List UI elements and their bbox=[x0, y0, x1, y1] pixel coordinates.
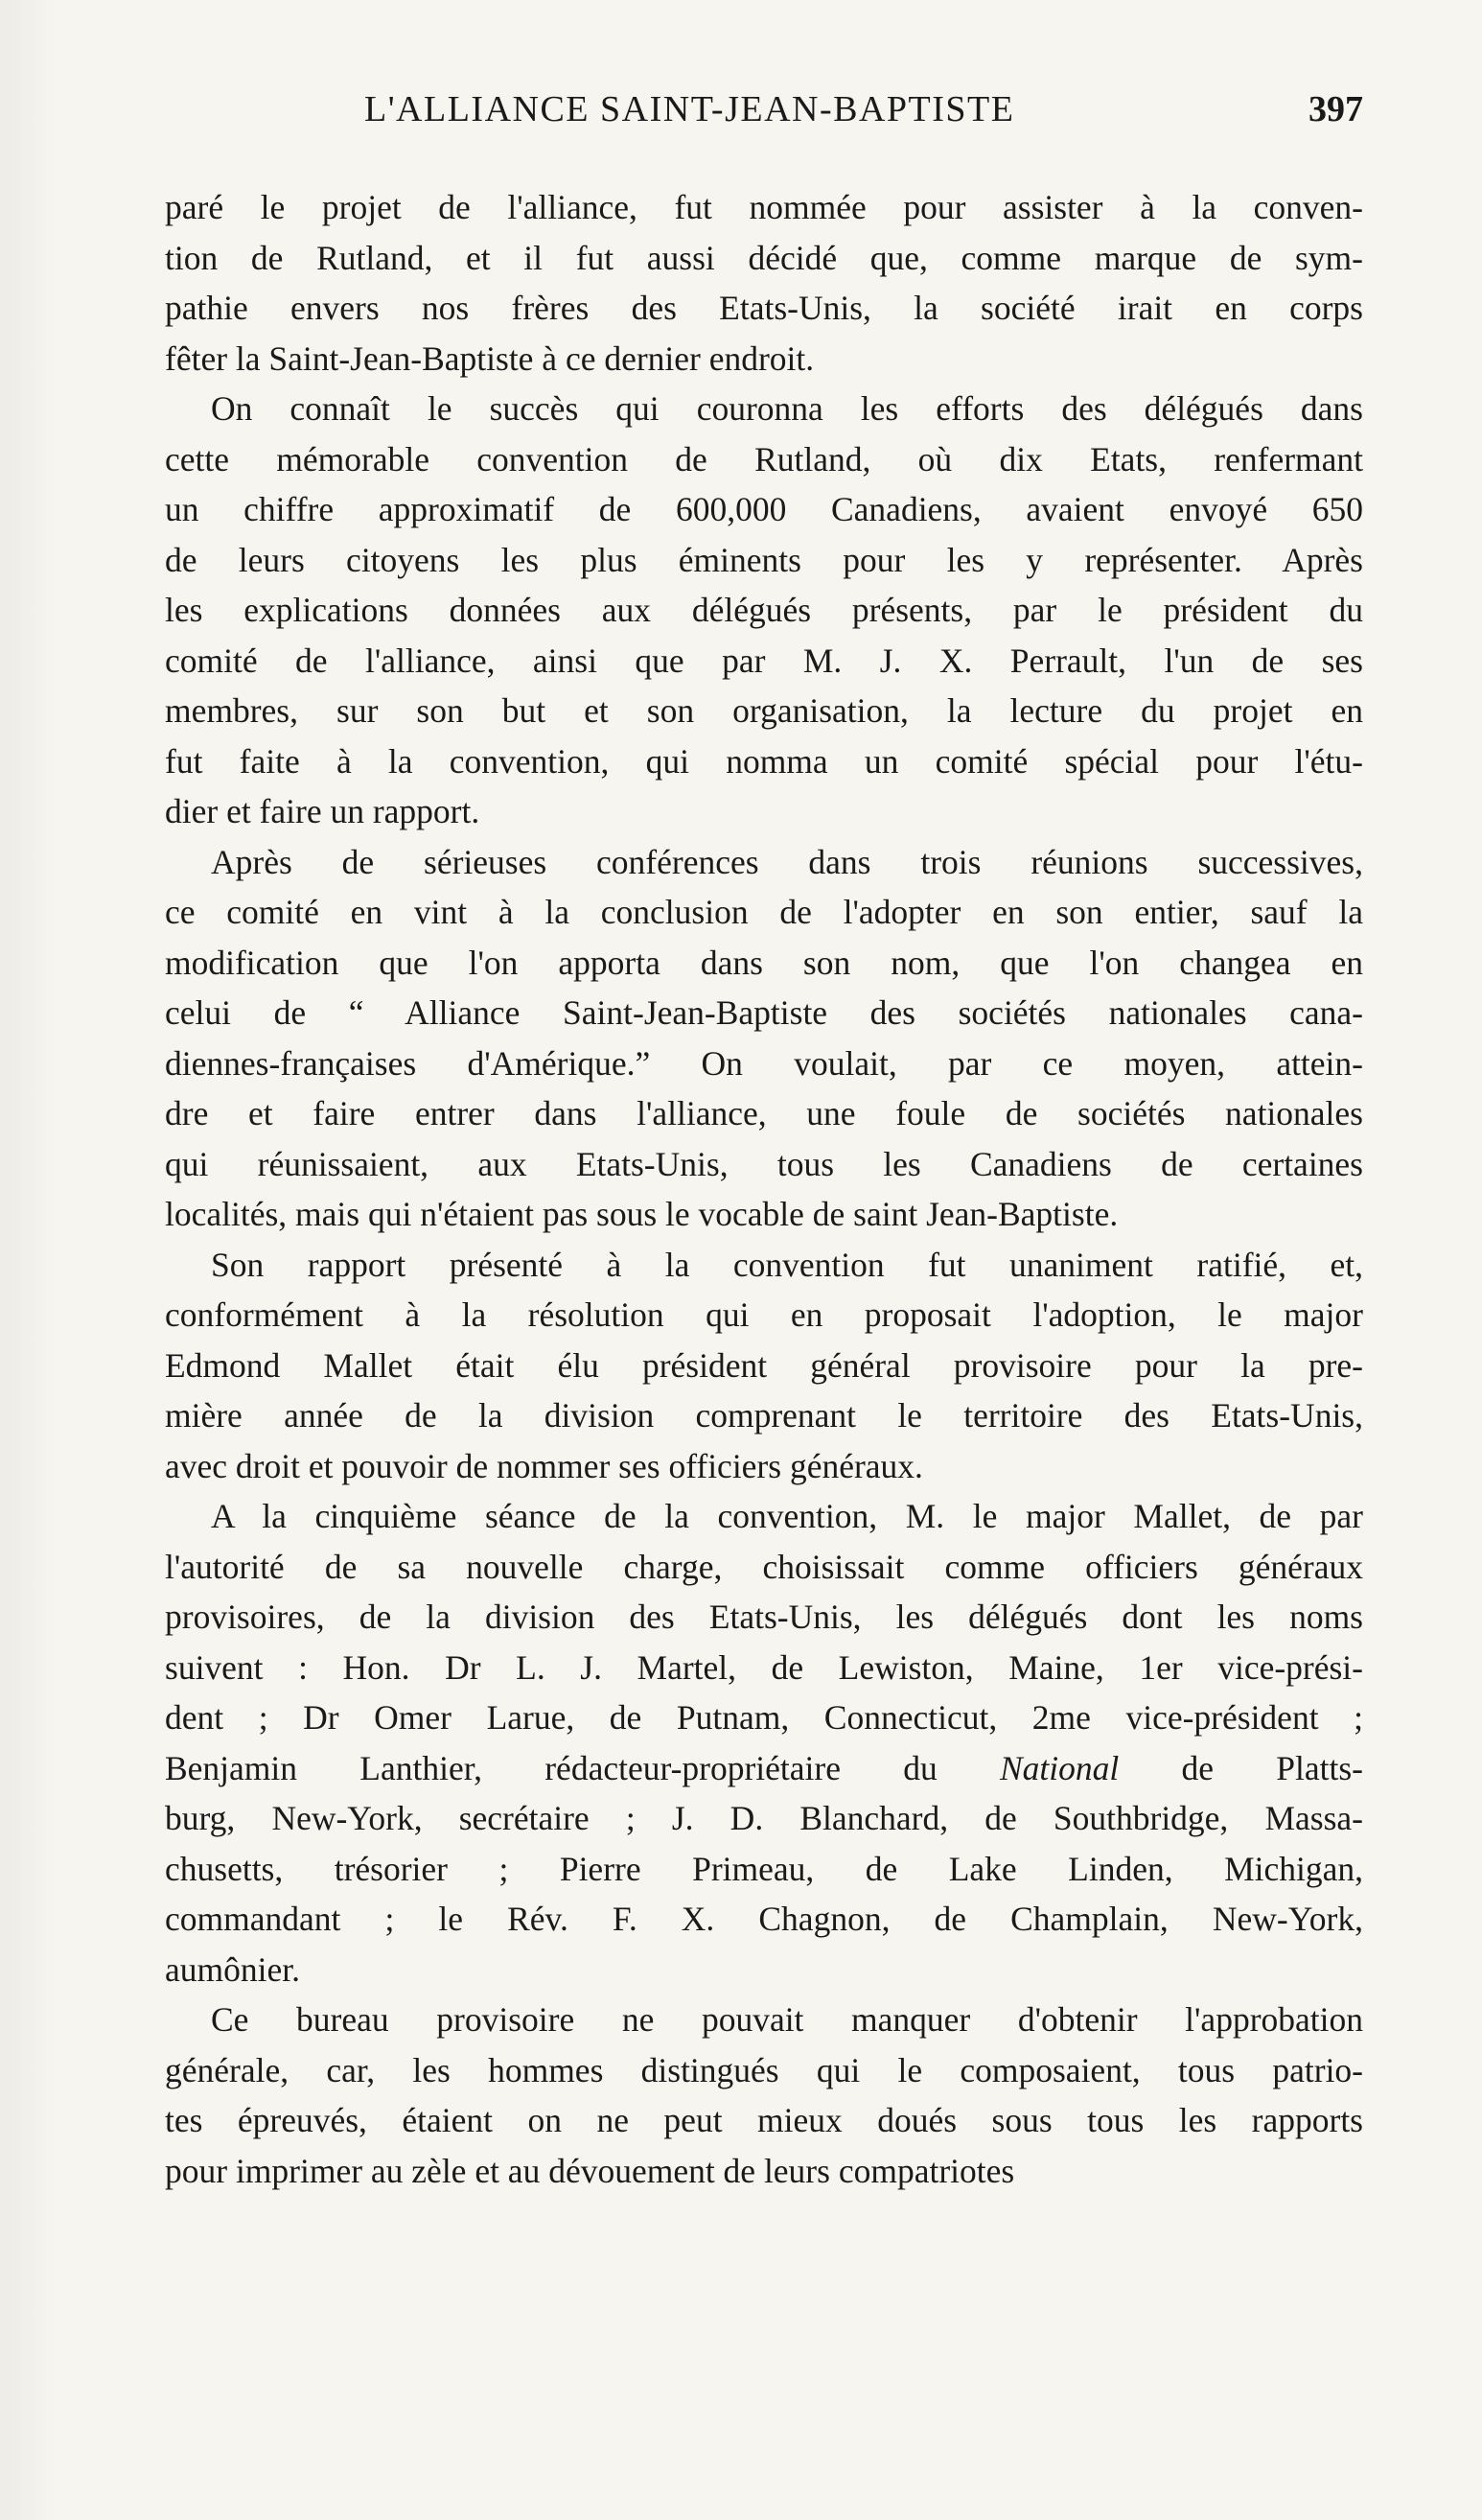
text-line: modification que l'on apporta dans son nom, que l'on changea en bbox=[165, 943, 1363, 982]
text-line: Son rapport présenté à la convention fut unaniment ratifié, et, bbox=[211, 1245, 1363, 1284]
text-line: avec droit et pouvoir de nommer ses officiers généraux. bbox=[165, 1446, 923, 1485]
text-line: qui réunissaient, aux Etats-Unis, tous les Canadiens de certaines bbox=[165, 1144, 1363, 1183]
text-line: commandant ; le Rév. F. X. Chagnon, de Champlain, New-York, bbox=[165, 1900, 1363, 1938]
text-line: chusetts, trésorier ; Pierre Primeau, de Lake Linden, Michigan, bbox=[165, 1849, 1363, 1888]
text-line: mière année de la division comprenant le territoire des Etats-Unis, bbox=[165, 1396, 1363, 1435]
text-line: l'autorité de sa nouvelle charge, choisissait comme officiers généraux bbox=[165, 1547, 1363, 1586]
text-line: Edmond Mallet était élu président général provisoire pour la pre- bbox=[165, 1345, 1363, 1385]
page-edge-shadow bbox=[0, 0, 58, 2520]
text-line: diennes-françaises d'Amérique.” On voulait, par ce moyen, attein- bbox=[165, 1043, 1363, 1083]
page-header bbox=[163, 88, 1371, 146]
paragraph bbox=[165, 837, 1363, 1240]
text-line: pathie envers nos frères des Etats-Unis, la société irait en corps bbox=[165, 289, 1363, 327]
text-line: fut faite à la convention, qui nomma un comité spécial pour l'étu- bbox=[165, 741, 1363, 781]
text-line: membres, sur son but et son organisation, la lecture du projet en bbox=[165, 691, 1363, 730]
text-line: Benjamin Lanthier, rédacteur-propriétaire du National de Platts- bbox=[165, 1748, 1363, 1787]
text-line: localités, mais qui n'étaient pas sous le vocable de saint Jean-Baptiste. bbox=[165, 1195, 1119, 1233]
text-line: les explications données aux délégués présents, par le président du bbox=[165, 591, 1363, 629]
text-line: tion de Rutland, et il fut aussi décidé que, comme marque de sym- bbox=[165, 238, 1363, 277]
text-line: ce comité en vint à la conclusion de l'adopter en son entier, sauf la bbox=[165, 893, 1363, 931]
text-line: suivent : Hon. Dr L. J. Martel, de Lewiston, Maine, 1er vice-prési- bbox=[165, 1647, 1363, 1687]
text-line: Ce bureau provisoire ne pouvait manquer d'obtenir l'approbation bbox=[211, 2000, 1363, 2039]
paragraph bbox=[165, 1240, 1363, 1492]
text-line: cette mémorable convention de Rutland, où dix Etats, renfermant bbox=[165, 439, 1363, 478]
running-head: L'ALLIANCE SAINT-JEAN-BAPTISTE bbox=[364, 89, 1015, 129]
text-line: dent ; Dr Omer Larue, de Putnam, Connecticut, 2me vice-président ; bbox=[165, 1698, 1363, 1737]
paragraph bbox=[165, 182, 1363, 384]
text-line: un chiffre approximatif de 600,000 Canadiens, avaient envoyé 650 bbox=[165, 490, 1363, 528]
text-line: burg, New-York, secrétaire ; J. D. Blanchard, de Southbridge, Massa- bbox=[165, 1799, 1363, 1837]
text-line: Après de sérieuses conférences dans trois réunions successives, bbox=[211, 842, 1363, 881]
text-line: pour imprimer au zèle et au dévouement de leurs compatriotes bbox=[165, 2151, 1015, 2190]
paragraph bbox=[165, 1491, 1363, 1995]
text-line: On connaît le succès qui couronna les efforts des délégués dans bbox=[211, 389, 1363, 428]
page-number: 397 bbox=[1308, 89, 1363, 129]
paragraph bbox=[165, 1995, 1363, 2196]
body-text bbox=[165, 182, 1363, 2196]
text-line: conformément à la résolution qui en proposait l'adoption, le major bbox=[165, 1295, 1363, 1334]
text-line: A la cinquième séance de la convention, M. le major Mallet, de par bbox=[211, 1497, 1363, 1535]
paragraph bbox=[165, 384, 1363, 837]
text-line: dre et faire entrer dans l'alliance, une foule de sociétés nationales bbox=[165, 1094, 1363, 1132]
text-line: dier et faire un rapport. bbox=[165, 792, 480, 830]
text-line: tes épreuvés, étaient on ne peut mieux doués sous tous les rapports bbox=[165, 2101, 1363, 2139]
text-line: provisoires, de la division des Etats-Unis, les délégués dont les noms bbox=[165, 1598, 1363, 1636]
text-line: de leurs citoyens les plus éminents pour les y représenter. Après bbox=[165, 540, 1363, 579]
text-line: paré le projet de l'alliance, fut nommée pour assister à la conven- bbox=[165, 188, 1363, 226]
text-line: générale, car, les hommes distingués qui le composaient, tous patrio- bbox=[165, 2050, 1363, 2089]
text-line: fêter la Saint-Jean-Baptiste à ce dernier endroit. bbox=[165, 338, 815, 378]
text-line: comité de l'alliance, ainsi que par M. J. X. Perrault, l'un de ses bbox=[165, 641, 1363, 680]
italic-title: National bbox=[999, 1748, 1120, 1787]
text-line: aumônier. bbox=[165, 1949, 300, 1989]
text-line: celui de “ Alliance Saint-Jean-Baptiste des sociétés nationales cana- bbox=[165, 993, 1363, 1032]
